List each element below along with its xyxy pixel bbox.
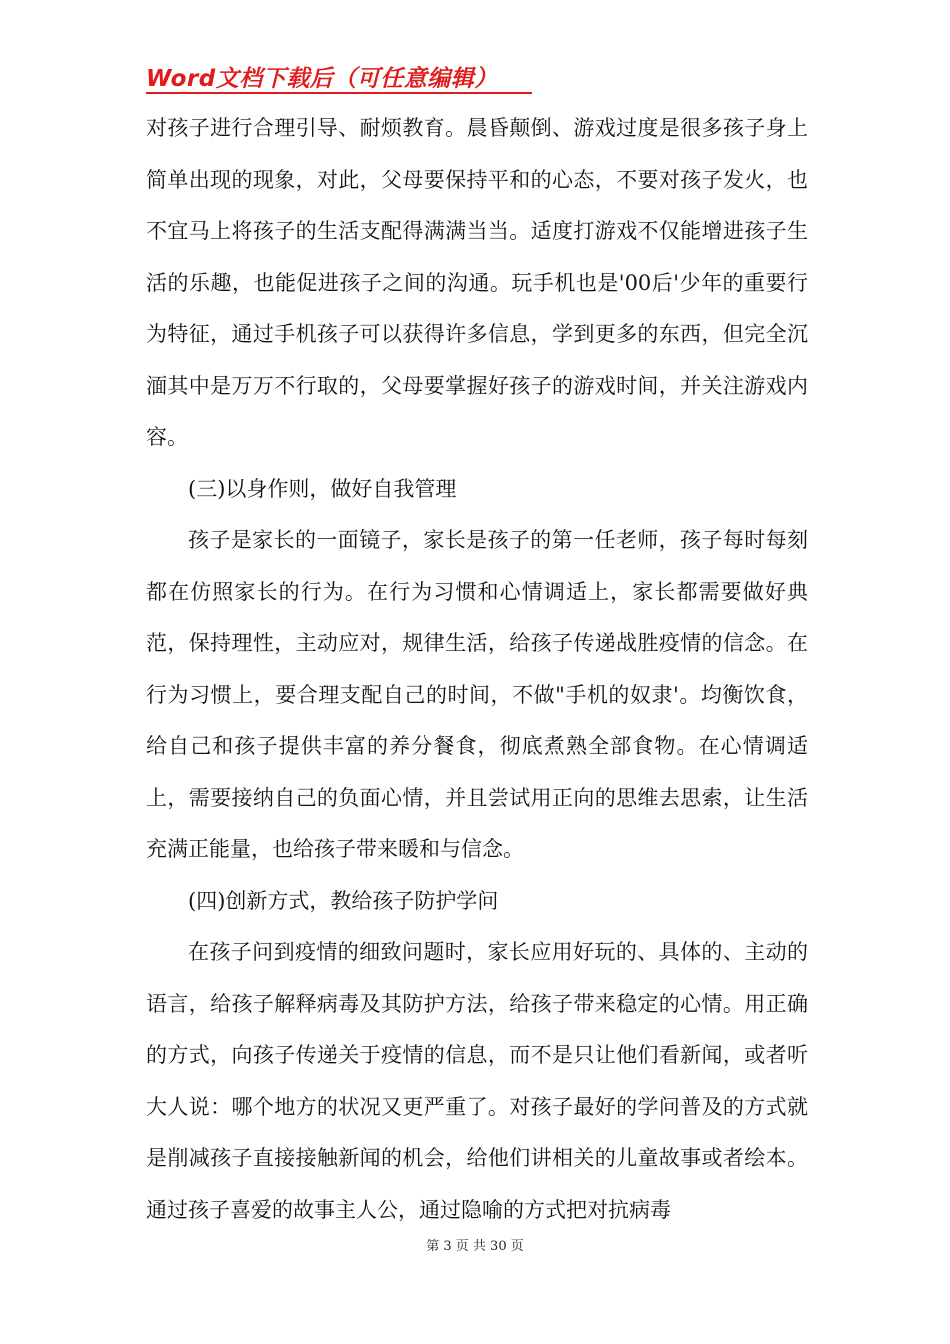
section-heading-4: (四)创新方式，教给孩子防护学问 [188,888,499,913]
paragraph-2: 孩子是家长的一面镜子，家长是孩子的第一任老师，孩子每时每刻都在仿照家长的行为。在行为习惯和心情调适上，家长都需要做好典范，保持理性，主动应对，规律生活，给孩子传递战胜疫情的信念。在行为习惯上，要合理支配自己的时间，不做"手机的奴隶'。均衡饮食，给自己和孩子提供丰富的养分餐食，彻底煮熟全部食物。在心情调适上，需要接纳自己的负面心情，并且尝试用正向的思维去思索，让生活充满正能量，也给孩子带来暖和与信念。 [146,528,808,861]
page-number-footer: 第 3 页 共 30 页 [426,1239,524,1254]
document-header-title: Word文档下载后（可任意编辑） [146,66,498,92]
paragraph-3: 在孩子问到疫情的细致问题时，家长应用好玩的、具体的、主动的语言，给孩子解释病毒及其防护方法，给孩子带来稳定的心情。用正确的方式，向孩子传递关于疫情的信息，而不是只让他们看新闻，或者听大人说：哪个地方的状况又更严重了。对孩子最好的学问普及的方式就是削减孩子直接接触新闻的机会，给他们讲相关的儿童故事或者绘本。通过孩子喜爱的故事主人公，通过隐喻的方式把对抗病毒 [146,940,808,1222]
header-underline [146,92,532,94]
paragraph-1: 对孩子进行合理引导、耐烦教育。晨昏颠倒、游戏过度是很多孩子身上简单出现的现象，对此，父母要保持平和的心态，不要对孩子发火，也不宜马上将孩子的生活支配得满满当当。适度打游戏不仅能增进孩子生活的乐趣，也能促进孩子之间的沟通。玩手机也是'00后'少年的重要行为特征，通过手机孩子可以获得许多信息，学到更多的东西，但完全沉湎其中是万万不行取的，父母要掌握好孩子的游戏时间，并关注游戏内容。 [146,116,808,449]
document-body [146,103,808,1236]
section-heading-3: (三)以身作则，做好自我管理 [188,476,457,501]
